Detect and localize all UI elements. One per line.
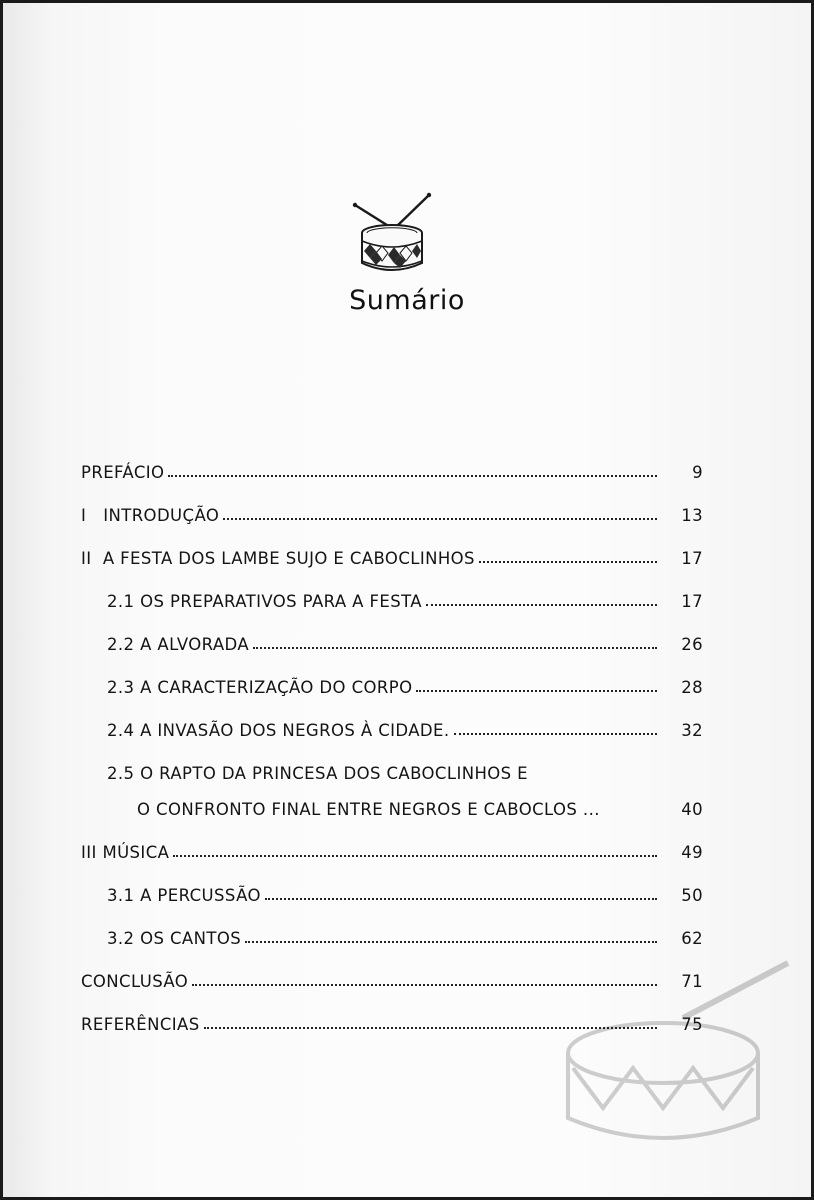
toc-page-number: 28 bbox=[681, 678, 703, 697]
dot-leader bbox=[479, 561, 657, 563]
toc-label: 2.1 OS PREPARATIVOS PARA A FESTA bbox=[107, 592, 422, 611]
toc-entry-festa bbox=[81, 538, 703, 568]
toc-entry-introducao bbox=[81, 495, 703, 525]
toc-page-number: 32 bbox=[681, 721, 703, 740]
toc-page-number: 40 bbox=[681, 800, 703, 819]
toc-label: 3.1 A PERCUSSÃO bbox=[107, 886, 261, 905]
dot-leader bbox=[265, 898, 657, 900]
dot-leader bbox=[168, 475, 657, 477]
toc-entry-conclusao bbox=[81, 961, 703, 991]
toc-page-number: 71 bbox=[681, 972, 703, 991]
dot-leader bbox=[192, 984, 657, 986]
toc-page-number: 50 bbox=[681, 886, 703, 905]
toc-entry-caracterizacao bbox=[107, 667, 703, 697]
dot-leader bbox=[426, 604, 657, 606]
toc-page-number: 17 bbox=[681, 549, 703, 568]
toc-label: CONCLUSÃO bbox=[81, 972, 189, 991]
toc-page-number: 62 bbox=[681, 929, 703, 948]
dot-leader bbox=[204, 1027, 657, 1029]
toc-entry-alvorada bbox=[107, 624, 703, 654]
toc-page-number: 13 bbox=[681, 506, 703, 525]
toc-entry-rapto-line1 bbox=[107, 753, 703, 783]
dot-leader bbox=[245, 941, 657, 943]
toc-entry-referencias bbox=[81, 1004, 703, 1034]
toc-label: PREFÁCIO bbox=[81, 463, 165, 482]
toc-page-number: 17 bbox=[681, 592, 703, 611]
drum-icon bbox=[350, 191, 434, 281]
toc-label: 2.2 A ALVORADA bbox=[107, 635, 250, 654]
toc-label: III MÚSICA bbox=[81, 843, 170, 862]
dot-leader bbox=[173, 855, 657, 857]
toc-page-number: 9 bbox=[692, 463, 703, 482]
toc-entry-musica bbox=[81, 832, 703, 862]
toc-label: REFERÊNCIAS bbox=[81, 1015, 200, 1034]
toc-entry-rapto-line2 bbox=[137, 789, 703, 819]
dot-leader bbox=[454, 733, 658, 735]
dot-leader bbox=[223, 518, 657, 520]
toc-label: 2.5 O RAPTO DA PRINCESA DOS CABOCLINHOS E bbox=[107, 764, 528, 783]
page-title: Sumário bbox=[349, 285, 465, 316]
toc-entry-invasao bbox=[107, 710, 703, 740]
toc-label: 2.4 A INVASÃO DOS NEGROS À CIDADE. bbox=[107, 721, 450, 740]
toc-label: 2.3 A CARACTERIZAÇÃO DO CORPO bbox=[107, 678, 413, 697]
toc-page-number: 49 bbox=[681, 843, 703, 862]
toc-entry-cantos bbox=[107, 918, 703, 948]
toc-entry-percussao bbox=[107, 875, 703, 905]
toc-label: O CONFRONTO FINAL ENTRE NEGROS E CABOCLOS ... bbox=[137, 800, 600, 819]
toc-entry-preparativos bbox=[107, 581, 703, 611]
dot-leader bbox=[416, 690, 657, 692]
toc-page-number: 75 bbox=[681, 1015, 703, 1034]
toc-entry-prefacio bbox=[81, 452, 703, 482]
toc-label: 3.2 OS CANTOS bbox=[107, 929, 242, 948]
toc-page-number: 26 bbox=[681, 635, 703, 654]
toc-label: I INTRODUÇÃO bbox=[81, 506, 220, 525]
dot-leader bbox=[253, 647, 657, 649]
toc-label: II A FESTA DOS LAMBE SUJO E CABOCLINHOS bbox=[81, 549, 475, 568]
